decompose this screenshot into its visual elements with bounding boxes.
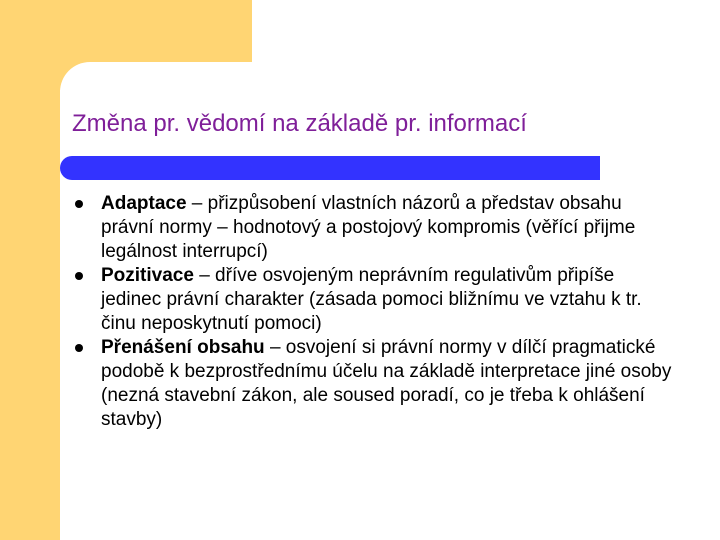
bullet-list	[72, 192, 672, 432]
bullet-item-prenaseni-obsahu	[72, 336, 672, 432]
slide-title: Změna pr. vědomí na základě pr. informací	[72, 110, 527, 137]
bullet-term: Adaptace	[101, 193, 187, 214]
bullet-dot-icon	[75, 200, 83, 208]
bullet-dot-icon	[75, 272, 83, 280]
title-underline-bar	[60, 156, 600, 180]
bullet-term: Přenášení obsahu	[101, 337, 265, 358]
bullet-text: – osvojení si právní normy v dílčí pragmatické podobě k bezprostřednímu účelu na základě interpretace jiné osoby (nezná stavební zákon, ale soused poradí, co je třeba k ohlášení stavby)	[101, 337, 672, 430]
bullet-text: – dříve osvojeným neprávním regulativům připíše jedinec právní charakter (zásada pomoci bližnímu ve vztahu k tr. činu neposkytnutí pomoci)	[101, 265, 642, 334]
bullet-term: Pozitivace	[101, 265, 194, 286]
bullet-item-pozitivace	[72, 264, 672, 336]
bullet-dot-icon	[75, 344, 83, 352]
bullet-item-adaptace	[72, 192, 672, 264]
bullet-text: – přizpůsobení vlastních názorů a představ obsahu právní normy – hodnotový a postojový kompromis (věřící přijme legálnost interrupcí)	[101, 193, 636, 262]
